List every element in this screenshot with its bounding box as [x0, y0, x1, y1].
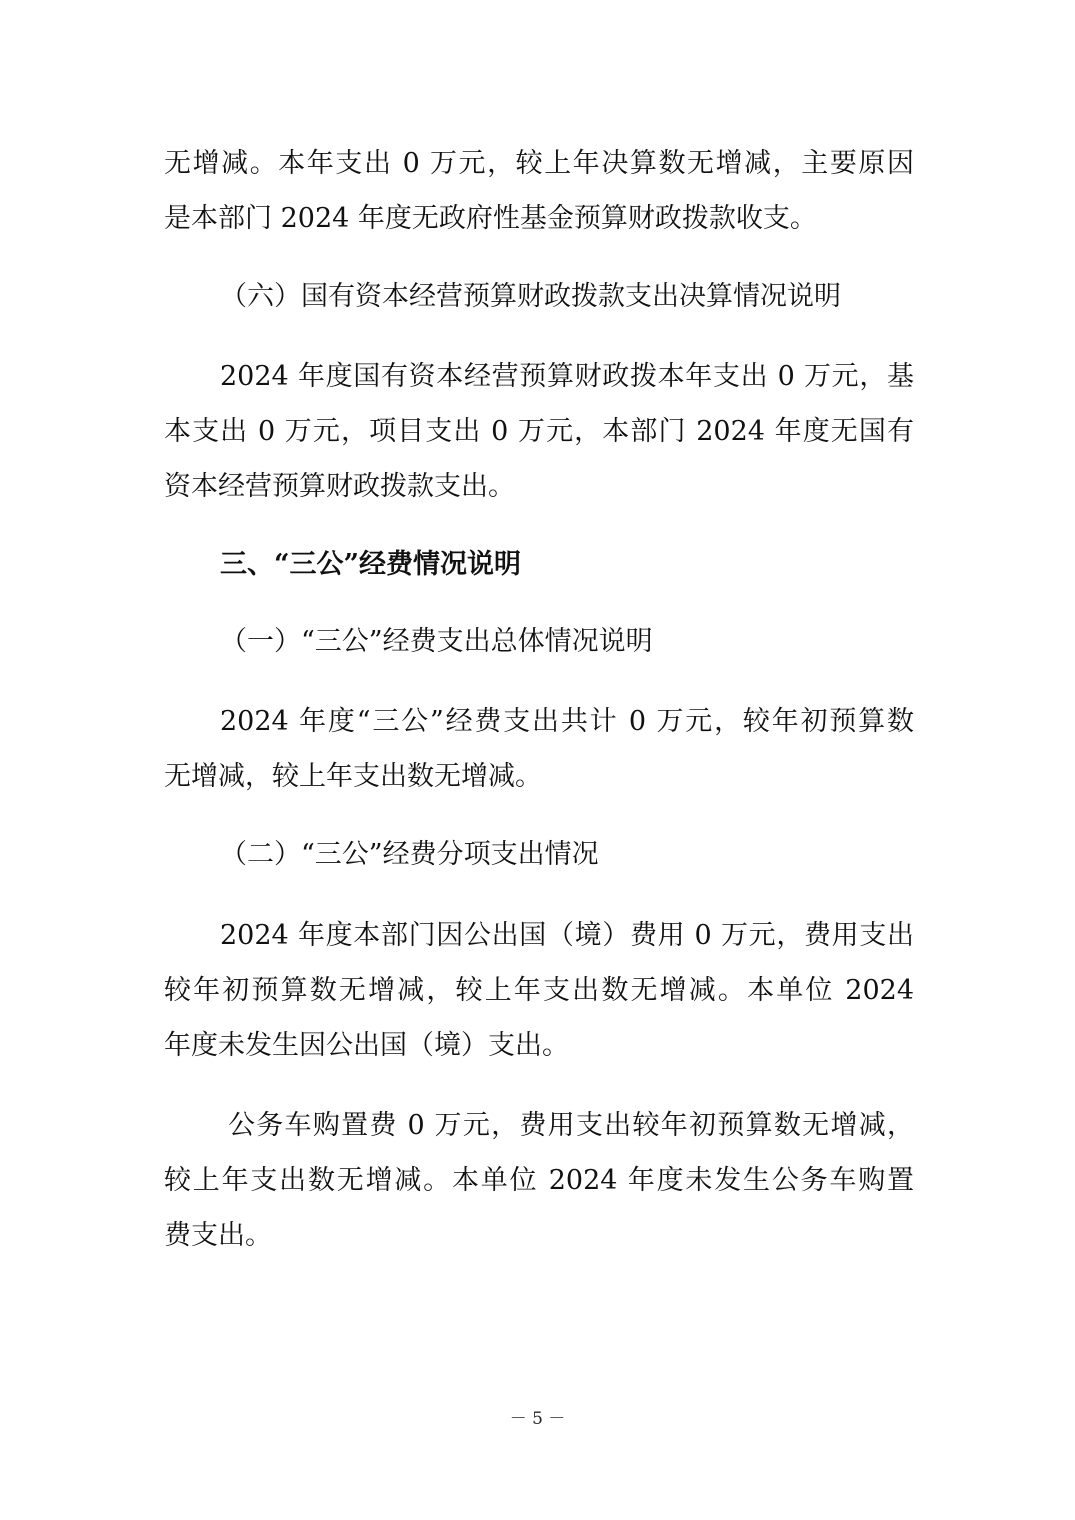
page-number: － 5 － [509, 1409, 566, 1429]
paragraph-line: 2024 年度“三公”经费支出共计 0 万元，较年初预算数 [220, 706, 914, 737]
paragraph-line: 无增减。本年支出 0 万元，较上年决算数无增减，主要原因 [164, 148, 914, 179]
paragraph-line: 本支出 0 万元，项目支出 0 万元，本部门 2024 年度无国有 [164, 416, 914, 447]
section-heading: （一）“三公”经费支出总体情况说明 [220, 626, 653, 657]
paragraph-line: 年度未发生因公出国（境）支出。 [164, 1030, 569, 1061]
paragraph-line: 公务车购置费 0 万元，费用支出较年初预算数无增减， [228, 1110, 914, 1141]
paragraph-line: 2024 年度国有资本经营预算财政拨本年支出 0 万元，基 [220, 361, 914, 392]
paragraph-line: 资本经营预算财政拨款支出。 [164, 471, 515, 502]
paragraph-line: 较年初预算数无增减，较上年支出数无增减。本单位 2024 [164, 975, 914, 1006]
paragraph-line: 较上年支出数无增减。本单位 2024 年度未发生公务车购置 [164, 1165, 914, 1196]
paragraph-line: 费支出。 [164, 1220, 272, 1251]
paragraph-line: 2024 年度本部门因公出国（境）费用 0 万元，费用支出 [220, 920, 914, 951]
chapter-heading: 三、“三公”经费情况说明 [220, 549, 522, 580]
paragraph-line: 无增减，较上年支出数无增减。 [164, 761, 542, 792]
section-heading: （六）国有资本经营预算财政拨款支出决算情况说明 [220, 281, 841, 312]
section-heading: （二）“三公”经费分项支出情况 [220, 839, 599, 870]
paragraph-line: 是本部门 2024 年度无政府性基金预算财政拨款收支。 [164, 203, 817, 234]
